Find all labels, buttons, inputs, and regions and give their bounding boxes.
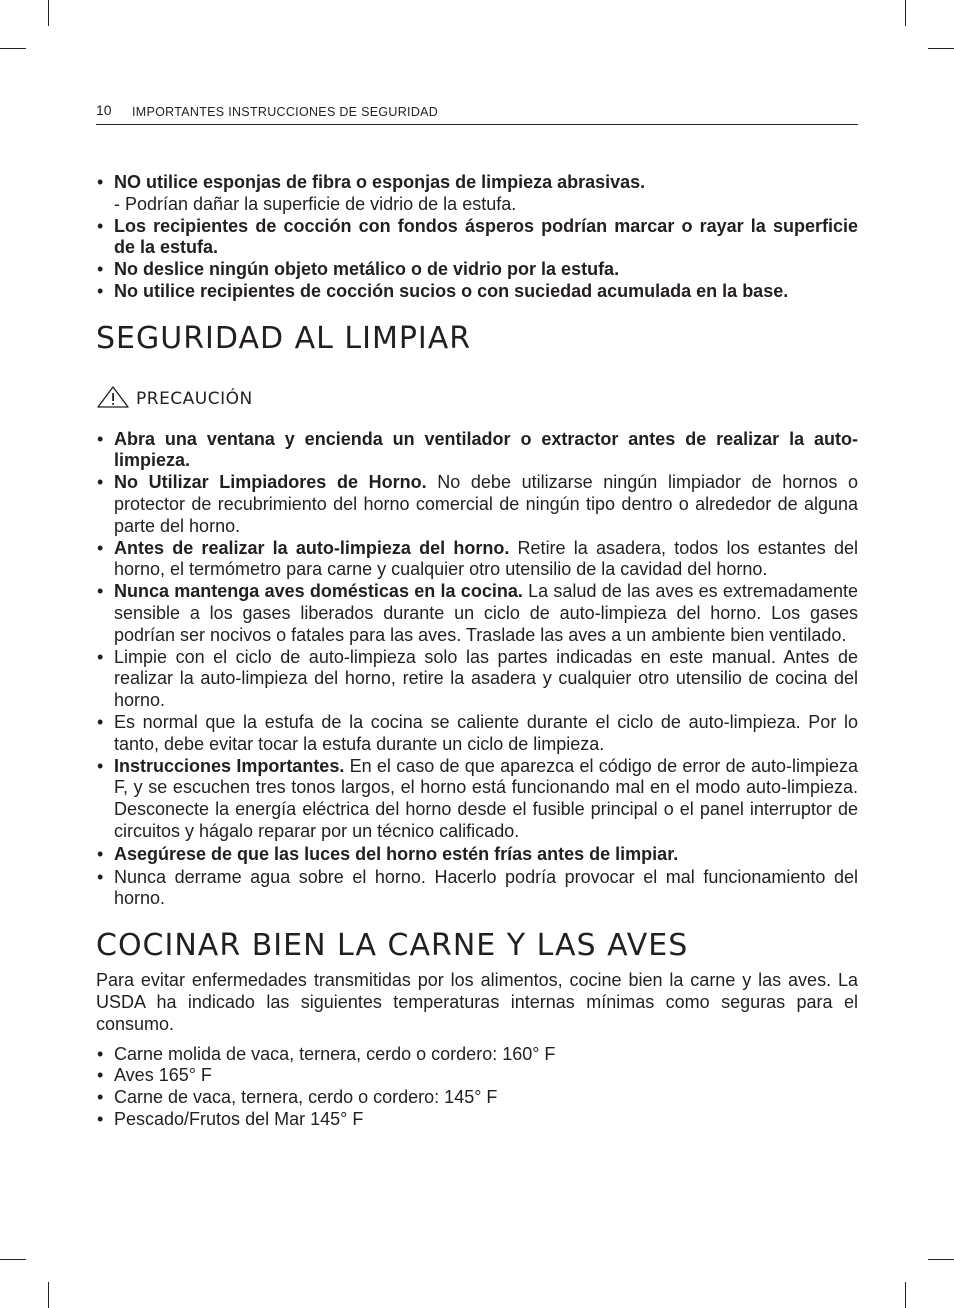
cleaning-bullet-list bbox=[96, 429, 858, 911]
section-heading-cleaning: SEGURIDAD AL LIMPIAR bbox=[96, 320, 472, 356]
crop-mark bbox=[0, 48, 26, 49]
warning-triangle-icon bbox=[96, 385, 130, 415]
list-item bbox=[96, 581, 858, 646]
crop-mark bbox=[905, 1282, 906, 1308]
bold-text: Abra una ventana y encienda un ventilador o extractor antes de realizar la auto-limpieza. bbox=[114, 428, 858, 471]
top-bullet-list bbox=[96, 172, 858, 303]
crop-mark bbox=[0, 1259, 26, 1260]
list-item bbox=[96, 756, 858, 843]
bold-text: Nunca mantenga aves domésticas en la cocina. bbox=[114, 581, 523, 602]
list-item bbox=[96, 712, 858, 756]
list-item bbox=[96, 216, 858, 260]
crop-mark bbox=[928, 1259, 954, 1260]
page-number: 10 bbox=[96, 102, 112, 118]
item-text: En el caso de que aparezca el código de error de auto-limpieza F, y se escuchen tres tonos largos, el horno está funcionando mal en el modo auto-limpieza. Desconecte la energía eléctrica del horno desde el fusible principal o el panel interruptor de circuitos y hágalo reparar por un técnico calificado. bbox=[114, 755, 859, 841]
list-item bbox=[96, 647, 858, 712]
list-item bbox=[96, 844, 858, 866]
bold-text: Asegúrese de que las luces del horno estén frías antes de limpiar. bbox=[114, 843, 679, 864]
list-item: • Carne molida de vaca, ternera, cerdo o cordero: 160° F bbox=[96, 1044, 858, 1066]
item-text: Nunca derrame agua sobre el horno. Hacerlo podría provocar el mal funcionamiento del horno. bbox=[114, 866, 858, 909]
cooking-intro: Para evitar enfermedades transmitidas por los alimentos, cocine bien la carne y las aves. La USDA ha indicado las siguientes temperaturas internas mínimas como seguras para el consumo. bbox=[96, 970, 858, 1034]
crop-mark bbox=[928, 48, 954, 49]
list-item: • Pescado/Frutos del Mar 145° F bbox=[96, 1109, 858, 1131]
list-item bbox=[96, 472, 858, 537]
list-item bbox=[96, 281, 858, 303]
item-text: No debe utilizarse ningún limpiador de hornos o protector de recubrimiento del horno comercial de ningún tipo dentro o alrededor de alguna parte del horno. bbox=[114, 472, 858, 536]
cooking-bullet-list bbox=[96, 1044, 858, 1131]
list-item: • Carne de vaca, ternera, cerdo o cordero: 145° F bbox=[96, 1087, 858, 1109]
page-content bbox=[96, 172, 858, 1131]
crop-mark bbox=[905, 0, 906, 26]
crop-mark bbox=[48, 1282, 49, 1308]
bold-text: Antes de realizar la auto-limpieza del horno. bbox=[114, 537, 510, 558]
bold-text: Instrucciones Importantes. bbox=[114, 755, 345, 776]
list-item bbox=[96, 172, 858, 194]
bold-text: NO utilice esponjas de fibra o esponjas de limpieza abrasivas. bbox=[114, 172, 646, 192]
list-item bbox=[96, 867, 858, 911]
item-text: Retire la asadera, todos los estantes del horno, el termómetro para carne y cualquier otro utensilio de la cavidad del horno. bbox=[114, 537, 858, 580]
list-item: • Aves 165° F bbox=[96, 1065, 858, 1087]
bold-text: No deslice ningún objeto metálico o de vidrio por la estufa. bbox=[114, 259, 620, 280]
bold-text: No Utilizar Limpiadores de Horno. bbox=[114, 472, 427, 493]
caution-row bbox=[96, 385, 858, 415]
list-item bbox=[96, 429, 858, 473]
bold-text: Los recipientes de cocción con fondos ásperos podrían marcar o rayar la superficie de la estufa. bbox=[114, 215, 858, 258]
bold-text: No utilice recipientes de cocción sucios o con suciedad acumulada en la base. bbox=[114, 280, 789, 301]
caution-label: PRECAUCIÓN bbox=[136, 388, 253, 409]
crop-mark bbox=[48, 0, 49, 26]
item-text: Es normal que la estufa de la cocina se caliente durante el ciclo de auto-limpieza. Por lo tanto, debe evitar tocar la estufa durante un ciclo de limpieza. bbox=[114, 711, 858, 754]
header-title: IMPORTANTES INSTRUCCIONES DE SEGURIDAD bbox=[132, 105, 439, 119]
list-item bbox=[96, 259, 858, 281]
list-item bbox=[96, 538, 858, 582]
section-heading-cooking: COCINAR BIEN LA CARNE Y LAS AVES bbox=[96, 928, 689, 964]
item-text: Limpie con el ciclo de auto-limpieza solo las partes indicadas en este manual. Antes de realizar la auto-limpieza del horno, retire la asadera y cualquier otro utensilio de cocina del horno. bbox=[114, 646, 858, 711]
page-header bbox=[96, 102, 858, 125]
sub-item: - Podrían dañar la superficie de vidrio de la estufa. bbox=[114, 193, 517, 214]
item-text: La salud de las aves es extremadamente sensible a los gases liberados durante un ciclo de auto-limpieza del horno. Los gases podrían ser nocivos o fatales para las aves. Traslade las aves a un ambiente bien ventilado. bbox=[114, 581, 858, 645]
